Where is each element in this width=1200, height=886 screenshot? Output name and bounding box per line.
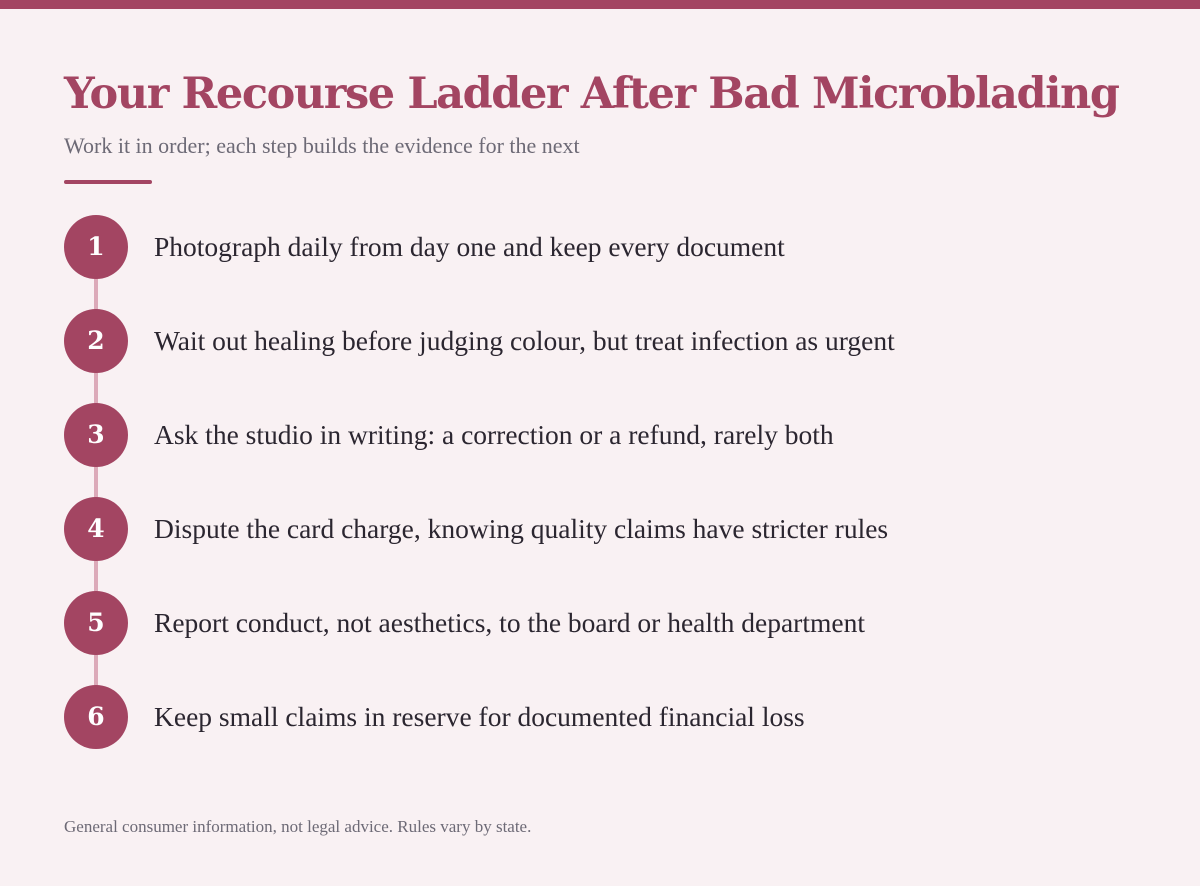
- step-number-badge: 5: [64, 591, 128, 655]
- step-number-badge: 2: [64, 309, 128, 373]
- page-subtitle: Work it in order; each step builds the evidence for the next: [64, 133, 580, 158]
- step-text: Photograph daily from day one and keep every document: [154, 231, 785, 262]
- step-number-badge: 1: [64, 215, 128, 279]
- title-underline: [64, 180, 152, 184]
- step-number-badge: 3: [64, 403, 128, 467]
- page-title: Your Recourse Ladder After Bad Microblading: [64, 69, 1119, 119]
- step-text: Ask the studio in writing: a correction or a refund, rarely both: [154, 419, 834, 450]
- step-number-badge: 6: [64, 685, 128, 749]
- ladder-step-6: [64, 685, 1164, 749]
- ladder-step-1: [64, 215, 1164, 279]
- step-text: Keep small claims in reserve for documented financial loss: [154, 701, 805, 732]
- ladder-step-5: [64, 591, 1164, 655]
- ladder-step-3: [64, 403, 1164, 467]
- ladder-step-2: [64, 309, 1164, 373]
- step-text: Dispute the card charge, knowing quality claims have stricter rules: [154, 513, 889, 544]
- disclaimer-footnote: General consumer information, not legal advice. Rules vary by state.: [64, 817, 532, 836]
- step-text: Report conduct, not aesthetics, to the board or health department: [154, 607, 865, 638]
- top-accent-bar: [0, 0, 1200, 9]
- step-text: Wait out healing before judging colour, but treat infection as urgent: [154, 325, 895, 356]
- step-number-badge: 4: [64, 497, 128, 561]
- ladder-step-4: [64, 497, 1164, 561]
